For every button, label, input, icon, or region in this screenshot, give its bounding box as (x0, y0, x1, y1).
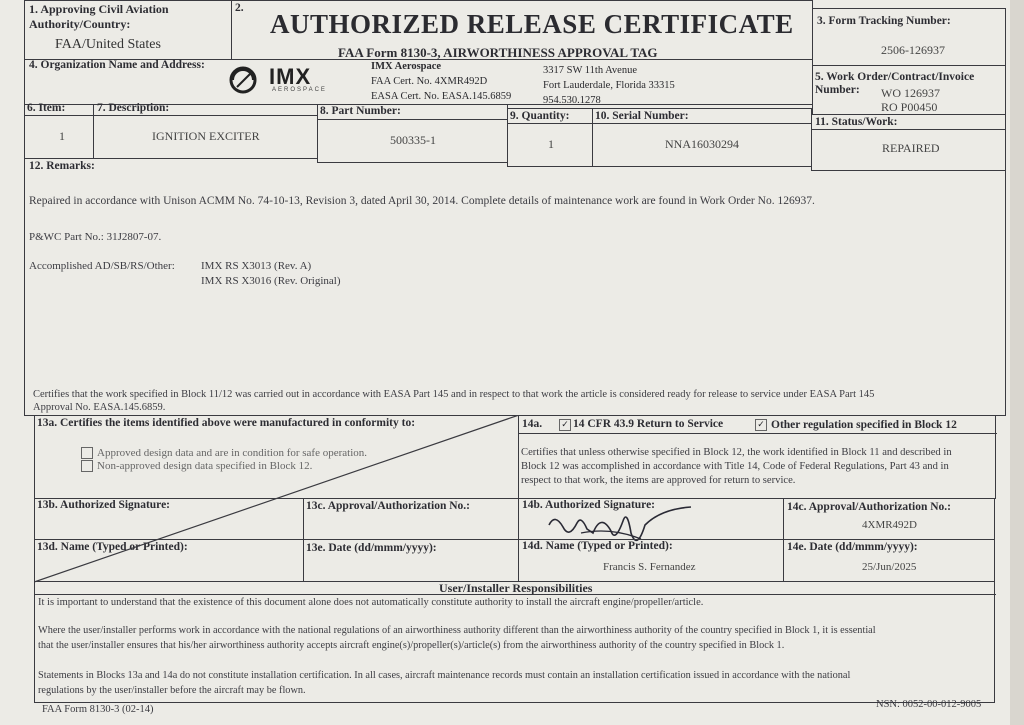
desc-cell (93, 115, 318, 159)
certificate-title: AUTHORIZED RELEASE CERTIFICATE (270, 9, 794, 39)
remarks-ad-2: IMX RS X3016 (Rev. Original) (201, 275, 341, 287)
block-14a-text-2: Block 12 was accomplished in accordance with Title 14, Code of Federal Regulations, Part 43 and in (521, 461, 949, 472)
checkbox-return-to-service[interactable]: ✓ (559, 419, 571, 431)
item-cell (24, 115, 94, 159)
remarks-ad-1: IMX RS X3013 (Rev. A) (201, 260, 312, 272)
option-non-approved-design-label: Non-approved design data specified in Block 12. (97, 460, 313, 472)
block-13c-label: 13c. Approval/Authorization No.: (306, 500, 470, 512)
org-phone: 954.530.1278 (543, 95, 601, 106)
checkbox-other-regulation[interactable]: ✓ (755, 419, 767, 431)
remarks-label: 12. Remarks: (29, 160, 95, 172)
quantity-value: 1 (548, 137, 554, 151)
description-value: IGNITION EXCITER (152, 129, 260, 143)
header-serial (592, 108, 812, 124)
block-13d-label: 13d. Name (Typed or Printed): (37, 541, 188, 553)
user-paragraph-2a: Where the user/installer performs work in accordance with the national regulations of an airworthiness authority different than the airworthiness authority of the country specified in Block 1, it is essential (38, 625, 876, 636)
approving-authority-value: FAA/United States (55, 37, 161, 52)
org-name: IMX Aerospace (371, 61, 442, 72)
remarks-part-number: P&WC Part No.: 31J2807-07. (29, 231, 162, 243)
item-value: 1 (59, 129, 65, 143)
block-3-label: 3. Form Tracking Number: (817, 15, 951, 27)
block-14b (518, 498, 784, 540)
serial-number-value: NNA16030294 (665, 137, 739, 151)
block-13b-label: 13b. Authorized Signature: (37, 499, 171, 511)
block-1-label: 1. Approving Civil Aviation Authority/Country: (29, 2, 169, 31)
other-regulation-label: Other regulation specified in Block 12 (771, 419, 957, 431)
block-1 (24, 0, 232, 60)
block-5-label: 5. Work Order/Contract/Invoice Number: (815, 71, 975, 96)
org-street: 3317 SW 11th Avenue (543, 65, 638, 76)
block-4 (24, 59, 813, 105)
block-14a (518, 415, 996, 499)
header-status-label: 11. Status/Work: (815, 116, 898, 128)
header-item-label: 6. Item: (27, 102, 66, 114)
form-tracking-number: 2506-126937 (881, 43, 945, 57)
block-14d-label: 14d. Name (Typed or Printed): (522, 540, 673, 552)
user-installer-section (34, 581, 995, 703)
block-3 (812, 8, 1006, 66)
header-status (811, 114, 1006, 130)
header-desc-label: 7. Description: (97, 102, 170, 114)
easa-cert-no: EASA Cert. No. EASA.145.6859 (371, 91, 512, 102)
ro-number: RO P00450 (881, 100, 938, 114)
user-paragraph-2b: that the user/installer ensures that his/her airworthiness authority accepts aircraft engine(s)/propeller(s)/article(s) from the airworthiness authority of the country specified in Block 1. (38, 640, 785, 651)
faa-cert-no: FAA Cert. No. 4XMR492D (371, 76, 488, 87)
block-14e-label: 14e. Date (dd/mmm/yyyy): (787, 541, 918, 553)
release-date: 25/Jun/2025 (862, 561, 917, 573)
certificate-subtitle: FAA Form 8130-3, AIRWORTHINESS APPROVAL TAG (338, 45, 658, 60)
block-12-remarks (24, 158, 1006, 416)
signer-name: Francis S. Fernandez (603, 561, 696, 573)
work-order-number: WO 126937 (881, 86, 940, 100)
block-13a-label: 13a. Certifies the items identified above were manufactured in conformity to: (37, 417, 416, 429)
block-14a-text-1: Certifies that unless otherwise specified in Block 12, the work identified in Block 11 and described in (521, 447, 952, 458)
user-installer-title: User/Installer Responsibilities (439, 581, 593, 595)
block-2 (231, 0, 813, 60)
remarks-ad-label: Accomplished AD/SB/RS/Other: (29, 260, 175, 272)
user-paragraph-1: It is important to understand that the existence of this document alone does not automatically constitute authority to install the aircraft engine/propeller/article. (38, 597, 704, 608)
org-city: Fort Lauderdale, Florida 33315 (543, 80, 675, 91)
nsn-footer: NSN: 0052-00-012-9005 (876, 699, 982, 710)
header-serial-label: 10. Serial Number: (595, 110, 689, 122)
part-number-value: 500335-1 (390, 133, 436, 147)
header-part (317, 104, 508, 120)
approval-authorization-number: 4XMR492D (862, 519, 918, 531)
block-4-label: 4. Organization Name and Address: (29, 59, 205, 71)
user-paragraph-3b: regulations by the user/installer before the aircraft may be flown. (38, 685, 306, 696)
user-paragraph-3a: Statements in Blocks 13a and 14a do not constitute installation certification. In all cases, aircraft maintenance records must contain an installation certification issued in accordance with the national (38, 670, 851, 681)
logo-subtext: AEROSPACE (272, 87, 327, 93)
easa-statement-line-2: Approval No. EASA.145.6859. (33, 402, 166, 413)
remarks-line-1: Repaired in accordance with Unison ACMM No. 74-10-13, Revision 3, dated April 30, 2014. Complete details of maintenance work are found in Work Order No. 126937. (29, 195, 815, 207)
return-to-service-label: 14 CFR 43.9 Return to Service (573, 418, 724, 430)
easa-statement-line-1: Certifies that the work specified in Block 11/12 was carried out in accordance with EASA Part 145 and in respect to that work the article is considered ready for release to service under EASA Part 145 (33, 389, 875, 400)
block-5 (812, 65, 1006, 115)
status-value: REPAIRED (882, 141, 940, 155)
option-approved-design-label: Approved design data and are in condition for safe operation. (97, 447, 368, 459)
form-number-footer: FAA Form 8130-3 (02-14) (42, 704, 154, 715)
block-14c-label: 14c. Approval/Authorization No.: (787, 501, 951, 513)
part-cell (317, 119, 508, 163)
header-part-label: 8. Part Number: (320, 105, 401, 117)
header-qty-label: 9. Quantity: (510, 110, 570, 122)
block-14a-label: 14a. (522, 418, 543, 430)
header-qty (507, 108, 593, 124)
block-2-label: 2. (235, 2, 244, 14)
logo-text: IMX (269, 64, 312, 89)
block-14e (783, 539, 995, 582)
block-14a-text-3: respect to that work, the items are approved for return to service. (521, 475, 796, 486)
imx-logo-icon (227, 65, 263, 95)
block-14d (518, 539, 784, 582)
block-13e-label: 13e. Date (dd/mmm/yyyy): (306, 542, 437, 554)
block-14b-label: 14b. Authorized Signature: (522, 499, 656, 511)
block-13-void-line (34, 415, 520, 583)
block-14c (783, 498, 995, 540)
